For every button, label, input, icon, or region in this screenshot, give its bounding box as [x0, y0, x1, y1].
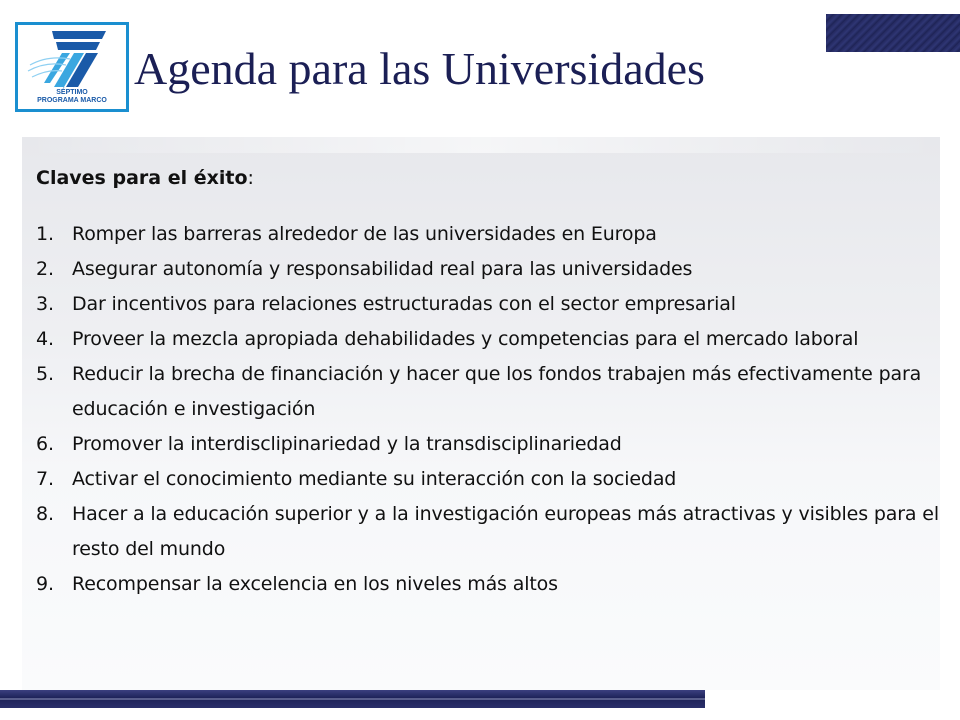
list-item	[36, 567, 940, 602]
list-item-number: 1.	[36, 223, 54, 245]
list-item	[36, 217, 940, 252]
section-heading-bold: Claves para el éxito	[36, 167, 248, 189]
bottom-decoration-bar	[0, 690, 705, 708]
corner-decoration	[826, 14, 960, 52]
list-item-number: 2.	[36, 258, 54, 280]
list-item-text: Hacer a la educación superior y a la investigación europeas más atractivas y visibles para el resto del mundo	[72, 503, 939, 560]
list-item-text: Romper las barreras alrededor de las universidades en Europa	[72, 223, 657, 245]
list-item-number: 3.	[36, 293, 54, 315]
list-item	[36, 427, 940, 462]
list-item-number: 9.	[36, 573, 54, 595]
list-item-number: 5.	[36, 363, 54, 385]
list-item	[36, 462, 940, 497]
list-item-number: 8.	[36, 503, 54, 525]
list-item-text: Activar el conocimiento mediante su interacción con la sociedad	[72, 468, 677, 490]
logo-caption-line1: SÉPTIMO	[56, 89, 88, 96]
section-heading	[36, 167, 940, 189]
list-item-number: 4.	[36, 328, 54, 350]
list-item-text: Reducir la brecha de financiación y hacer que los fondos trabajen más efectivamente para educación e investigación	[72, 363, 922, 420]
list-item	[36, 252, 940, 287]
list-item-text: Promover la interdisclipinariedad y la transdisciplinariedad	[72, 433, 622, 455]
list-item-text: Proveer la mezcla apropiada dehabilidades y competencias para el mercado laboral	[72, 328, 859, 350]
list-item-number: 6.	[36, 433, 54, 455]
list-item-text: Dar incentivos para relaciones estructuradas con el sector empresarial	[72, 293, 736, 315]
list-item-text: Recompensar la excelencia en los niveles más altos	[72, 573, 558, 595]
section-heading-colon: :	[247, 167, 254, 189]
panel-highlight	[22, 137, 940, 153]
list-item	[36, 497, 940, 567]
page-title: Agenda para las Universidades	[134, 43, 705, 94]
content-panel	[22, 137, 940, 690]
keys-list	[36, 217, 940, 602]
list-item	[36, 322, 940, 357]
list-item	[36, 357, 940, 427]
logo-caption-line2: PROGRAMA MARCO	[37, 97, 107, 104]
list-item-text: Asegurar autonomía y responsabilidad real para las universidades	[72, 258, 693, 280]
list-item-number: 7.	[36, 468, 54, 490]
fp7-logo	[15, 22, 129, 112]
list-item	[36, 287, 940, 322]
